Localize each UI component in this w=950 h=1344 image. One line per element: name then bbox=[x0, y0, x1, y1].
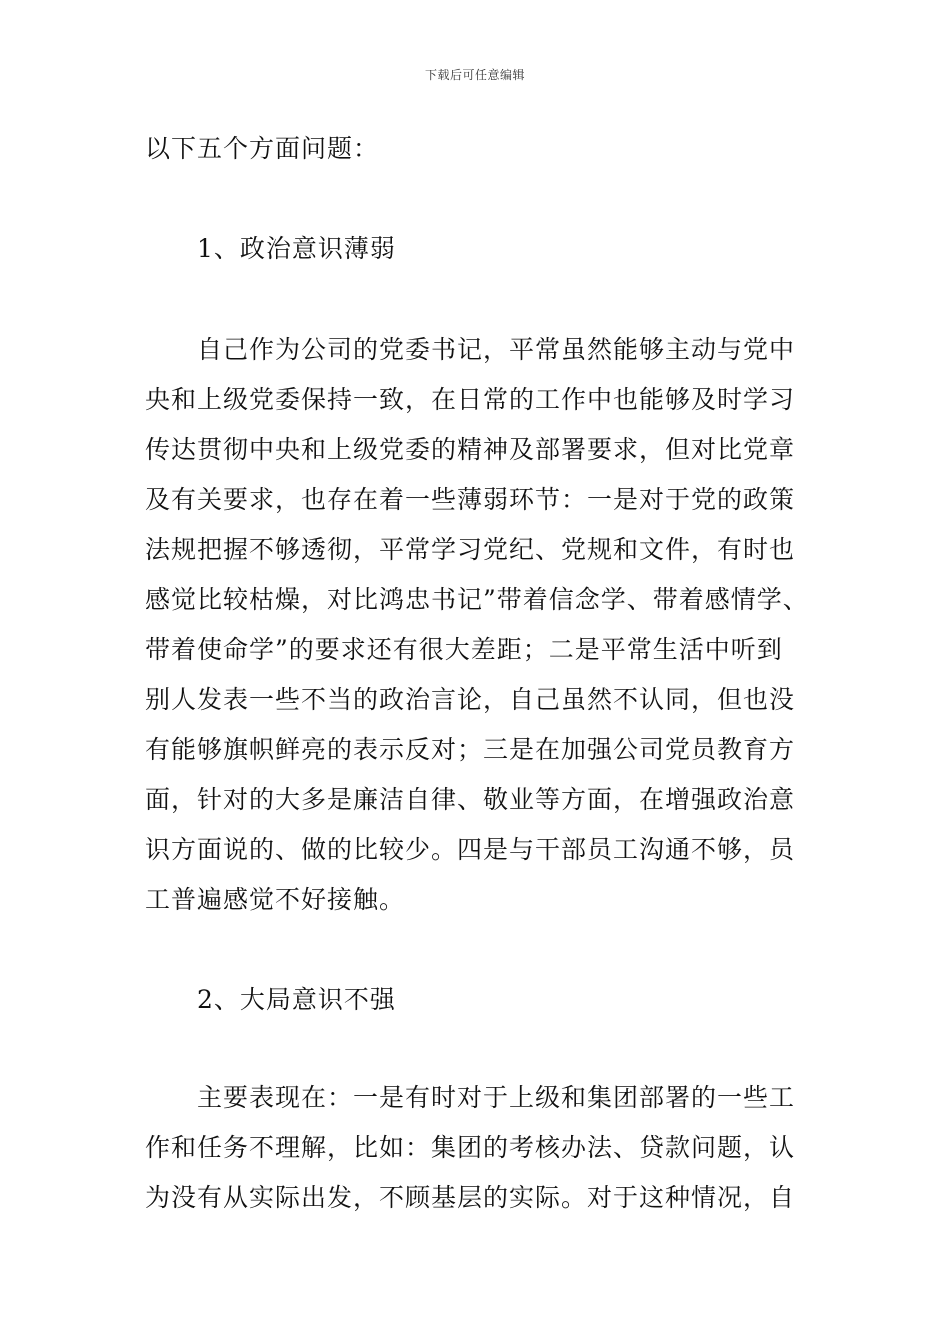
section-1-line-5: 法规把握不够透彻，平常学习党纪、党规和文件，有时也 bbox=[145, 535, 796, 564]
section-1-line-2: 央和上级党委保持一致，在日常的工作中也能够及时学习 bbox=[145, 385, 796, 414]
section-1-line-10: 面，针对的大多是廉洁自律、敬业等方面，在增强政治意 bbox=[145, 785, 796, 814]
intro-line: 以下五个方面问题： bbox=[145, 134, 380, 163]
section-1-line-6: 感觉比较枯燥，对比鸿忠书记”带着信念学、带着感情学、 bbox=[145, 585, 809, 614]
section-1-line-9: 有能够旗帜鲜亮的表示反对；三是在加强公司党员教育方 bbox=[145, 735, 796, 764]
page-header: 下载后可任意编辑 bbox=[424, 68, 525, 82]
section-2-heading: 2、大局意识不强 bbox=[197, 985, 396, 1014]
section-2-line-3: 为没有从实际出发，不顾基层的实际。对于这种情况，自 bbox=[145, 1183, 796, 1212]
section-1-line-3: 传达贯彻中央和上级党委的精神及部署要求，但对比党章 bbox=[145, 435, 796, 464]
section-1-line-1: 自己作为公司的党委书记，平常虽然能够主动与党中 bbox=[197, 335, 796, 364]
section-2-line-1: 主要表现在：一是有时对于上级和集团部署的一些工 bbox=[197, 1083, 796, 1112]
section-1-line-12: 工普遍感觉不好接触。 bbox=[145, 885, 406, 914]
section-1-line-7: 带着使命学”的要求还有很大差距；二是平常生活中听到 bbox=[145, 635, 783, 664]
section-2-line-2: 作和任务不理解，比如：集团的考核办法、贷款问题，认 bbox=[145, 1133, 796, 1162]
section-1-line-4: 及有关要求，也存在着一些薄弱环节：一是对于党的政策 bbox=[145, 485, 796, 514]
section-1-heading: 1、政治意识薄弱 bbox=[197, 234, 396, 263]
section-1-line-8: 别人发表一些不当的政治言论，自己虽然不认同，但也没 bbox=[145, 685, 796, 714]
section-1-line-11: 识方面说的、做的比较少。四是与干部员工沟通不够，员 bbox=[145, 835, 796, 864]
